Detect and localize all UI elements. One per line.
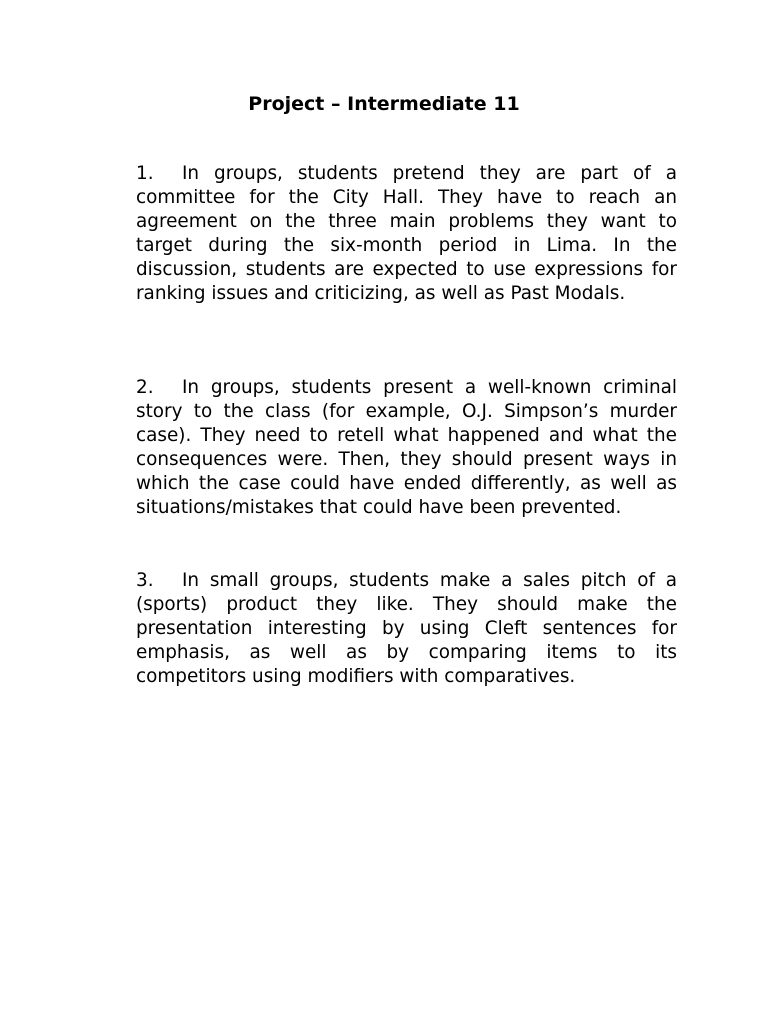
list-item-3 [136, 569, 677, 689]
list-item-text: In small groups, students make a sales pitch of a (sports) product they like. They should make the presentation interesting by using Cleft sentences for emphasis, as well as by comparing items to its competitors using modifiers with comparatives. [136, 570, 677, 688]
document-title: Project – Intermediate 11 [248, 93, 520, 115]
list-item-number: 3. [136, 570, 154, 591]
list-item-number: 2. [136, 377, 154, 398]
list-item-2 [136, 376, 677, 521]
list-item-1 [136, 162, 677, 307]
list-item-text: In groups, students present a well-known criminal story to the class (for example, O.J. Simpson’s murder case). They need to retell what happened and what the consequences were. Then, they should present ways in which the case could have ended differently, as well as situations/mistakes that could have been prevented. [136, 377, 677, 519]
list-item-text: In groups, students pretend they are part of a committee for the City Hall. They have to reach an agreement on the three main problems they want to target during the six-month period in Lima. In the discussion, students are expected to use expressions for ranking issues and criticizing, as well as Past Modals. [136, 163, 677, 305]
list-item-number: 1. [136, 163, 154, 184]
